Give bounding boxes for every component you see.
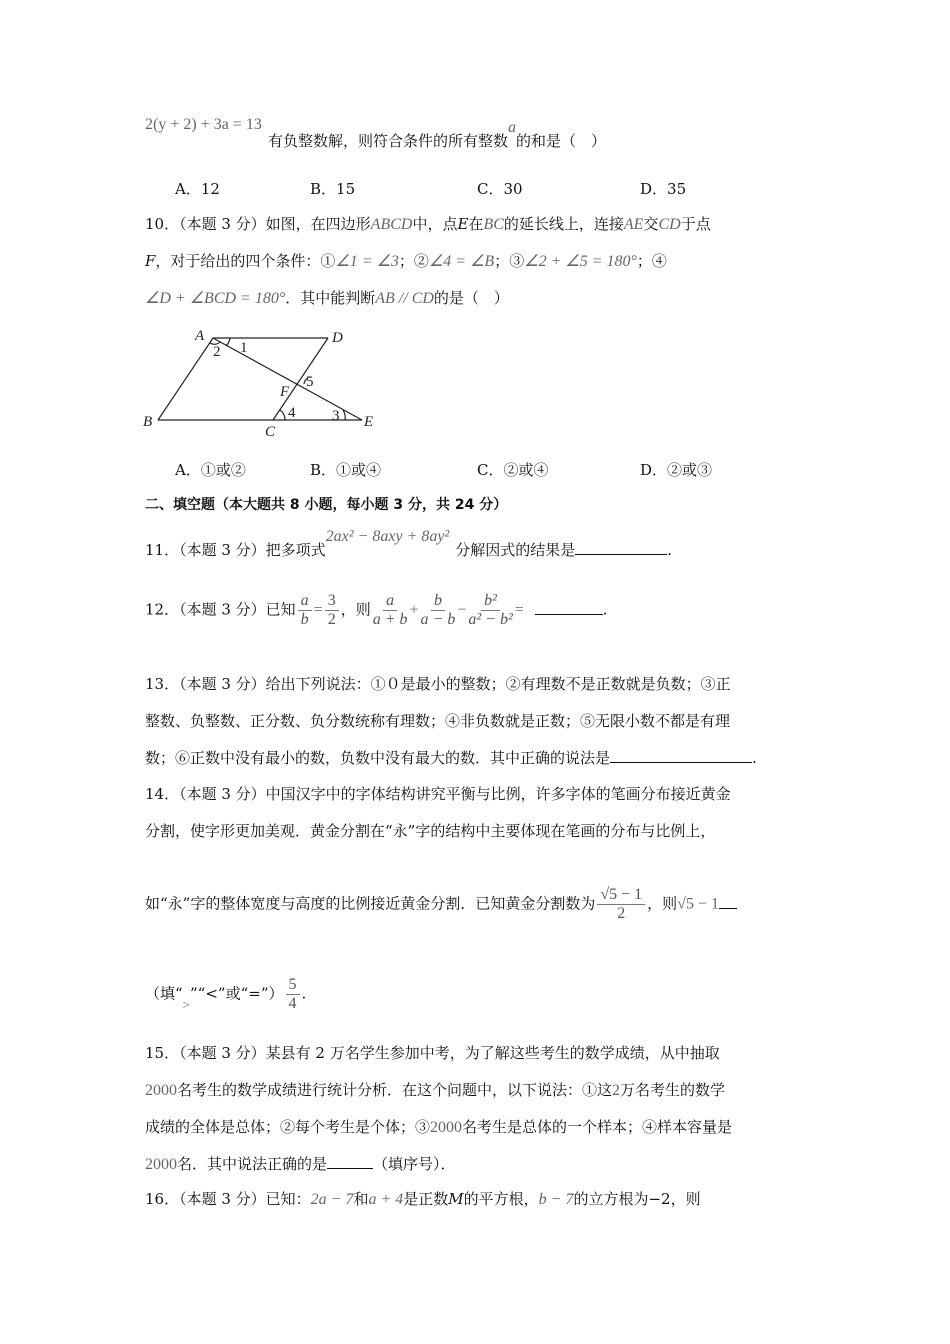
label-e: E bbox=[364, 414, 374, 430]
q13-answer-blank[interactable] bbox=[610, 748, 752, 763]
q9-option-d: D．35 bbox=[640, 180, 687, 198]
q15-line-4: 2000名．其中说法正确的是 （填序号）． bbox=[145, 1155, 456, 1173]
q9-option-b: B．15 bbox=[310, 180, 356, 198]
q9-option-a: A．12 bbox=[175, 180, 220, 198]
q14-line-2: 分割，使字形更加美观．黄金分割在“永”字的结构中主要体现在笔画的分布与比例上， bbox=[145, 822, 716, 840]
angle-4: 4 bbox=[288, 405, 296, 421]
q15-line-3: 成绩的全体是总体；②每个考生是个体；③2000名考生是总体的一个样本；④样本容量是 bbox=[145, 1118, 733, 1136]
q9-option-c: C．30 bbox=[477, 180, 523, 198]
q10-option-d: D．②或③ bbox=[640, 461, 713, 479]
label-a: A bbox=[195, 328, 205, 344]
q14-line-1: 14．（本题 3 分）中国汉字中的字体结构讲究平衡与比例，许多字体的笔画分布接近黄金 bbox=[145, 785, 731, 803]
q15-line-1: 15．（本题 3 分）某县有 2 万名学生参加中考，为了解这些考生的数学成绩，从中抽取 bbox=[145, 1044, 720, 1062]
q10-option-a: A．①或② bbox=[175, 461, 246, 479]
q13-line-2: 整数、负整数、正分数、负分数统称有理数；④非负数就是正数；⑤无限小数不都是有理 bbox=[145, 712, 731, 730]
q11: 11．（本题 3 分）把多项式2ax² − 8axy + 8ay²分解因式的结果是 . bbox=[145, 528, 673, 559]
label-c: C bbox=[265, 424, 276, 440]
angle-5: 5 bbox=[306, 374, 314, 390]
q10-option-b: B．①或④ bbox=[310, 461, 382, 479]
q14-answer-blank[interactable] bbox=[719, 894, 737, 909]
angle-3: 3 bbox=[332, 408, 340, 424]
q9-text: 有负整数解，则符合条件的所有整数a的和是（ ） bbox=[268, 119, 607, 150]
q16-line-1: 16．（本题 3 分）已知：2a − 7和a + 4是正数M的平方根，b − 7的立方根为−2，则 bbox=[145, 1190, 701, 1208]
q10-line-3: ∠D + ∠BCD = 180°．其中能判断AB // CD的是（ ） bbox=[145, 289, 509, 307]
q9-equation: 2(y + 2) + 3a = 13 bbox=[145, 116, 262, 133]
q10-line-2: F，对于给出的四个条件：①∠1 = ∠3；②∠4 = ∠B；③∠2 + ∠5 = 180°；④ bbox=[145, 252, 667, 270]
q14-line-4: （填“>”“<”或“=”） $\frac{5}{4}$ . bbox=[145, 976, 307, 1012]
section-2-heading: 二、填空题（本大题共 8 小题，每小题 3 分，共 24 分） bbox=[145, 497, 508, 513]
q10-line-1: 10．（本题 3 分）如图，在四边形ABCD中，点E在BC的延长线上，连接AE交CD于点 bbox=[145, 215, 711, 233]
q15-line-2: 2000名考生的数学成绩进行统计分析．在这个问题中，以下说法：①这2万名考生的数学 bbox=[145, 1081, 726, 1099]
angle-2: 2 bbox=[213, 344, 221, 360]
q14-line-3: 如“永”字的整体宽度与高度的比例接近黄金分割．已知黄金分割数为 $\frac{√5 - 1}{2}$ ，则√5 − 1 bbox=[145, 886, 737, 923]
label-d: D bbox=[332, 330, 343, 346]
q10-geometry-figure bbox=[140, 320, 400, 440]
q13-line-1: 13．（本题 3 分）给出下列说法：①０是最小的整数；②有理数不是正数就是负数；③正 bbox=[145, 675, 731, 693]
q13-line-3: 数；⑥正数中没有最小的数，负数中没有最大的数．其中正确的说法是 . bbox=[145, 749, 757, 767]
q15-answer-blank[interactable] bbox=[327, 1154, 373, 1169]
angle-1: 1 bbox=[240, 340, 248, 356]
q12: 12．（本题 3 分）已知 $\frac{a}{b}$ = $\frac{3}{2}$ ，则 $\frac{a}{a + b}$ + $\frac{b}{a - b}$ − $\frac{\text{b²}}{\text{a² − b²}}$ = . bbox=[145, 592, 608, 628]
label-f: F bbox=[280, 384, 290, 400]
label-b: B bbox=[143, 414, 153, 430]
q10-option-c: C．②或④ bbox=[477, 461, 549, 479]
q12-answer-blank[interactable] bbox=[535, 600, 603, 615]
q11-answer-blank[interactable] bbox=[575, 540, 667, 555]
